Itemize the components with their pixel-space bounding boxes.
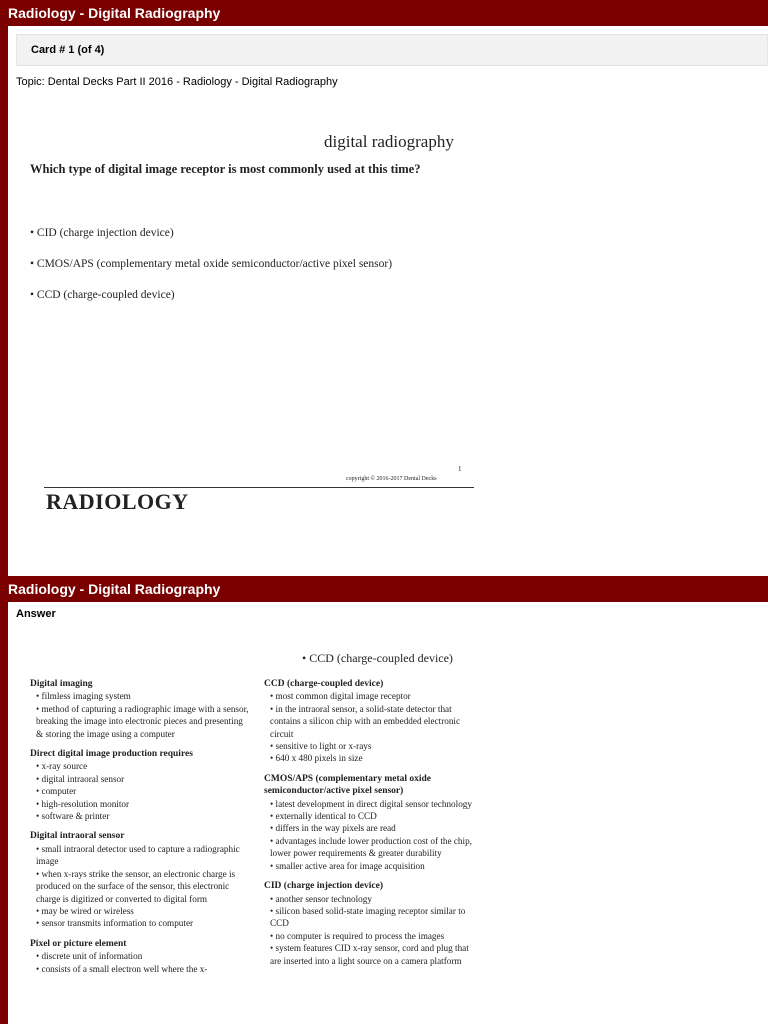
- bullet-item: • 640 x 480 pixels in size: [270, 753, 363, 764]
- bullet-list: [30, 843, 252, 930]
- section-heading: CID (charge injection device): [264, 881, 383, 892]
- bullet-list: [30, 690, 252, 740]
- divider: [44, 487, 474, 488]
- bullet-item: • software & printer: [36, 811, 110, 822]
- answer-main: • CCD (charge-coupled device): [302, 651, 453, 665]
- panel-title: Radiology - Digital Radiography: [8, 581, 221, 597]
- bullet-item: • differs in the way pixels are read: [270, 823, 396, 834]
- bullet-item: • discrete unit of information: [36, 951, 143, 962]
- footer-title: RADIOLOGY: [46, 489, 189, 514]
- bullet-item: • advantages include lower production cost of the chip, lower power requirements & greater durability: [270, 835, 472, 859]
- section-heading: CMOS/APS (complementary metal oxide semiconductor/active pixel sensor): [264, 773, 432, 797]
- bullet-item: • filmless imaging system: [36, 691, 131, 702]
- bullet-item: • latest development in direct digital sensor technology: [270, 798, 472, 809]
- answer-left-column: [30, 678, 252, 983]
- section-heading: CCD (charge-coupled device): [264, 679, 384, 689]
- bullet-item: • silicon based solid-state imaging receptor similar to CCD: [270, 905, 466, 929]
- bullet-item: • x-ray source: [36, 761, 88, 772]
- option-item: • CCD (charge-coupled device): [30, 289, 175, 301]
- bullet-item: • externally identical to CCD: [270, 811, 377, 822]
- section-heading: Direct digital image production requires: [30, 749, 193, 760]
- bullet-item: • most common digital image receptor: [270, 691, 411, 702]
- bullet-item: • in the intraoral sensor, a solid-state detector that contains a silicon chip with an embedded electronic circuit: [270, 703, 461, 739]
- section-heading: Pixel or picture element: [30, 938, 127, 949]
- panel-title: Radiology - Digital Radiography: [8, 5, 221, 21]
- copyright-text: copyright © 2016-2017 Dental Decks: [346, 476, 437, 482]
- bullet-item: • another sensor technology: [270, 893, 372, 904]
- card-counter: Card # 1 (of 4): [16, 34, 768, 66]
- bullet-item: • small intraoral detector used to capture a radiographic image: [36, 843, 240, 867]
- bullet-list: [264, 798, 480, 872]
- bullet-item: • no computer is required to process the images: [270, 930, 445, 941]
- answer-label: Answer: [16, 608, 56, 620]
- answer-panel: [0, 576, 768, 1024]
- bullet-list: [264, 893, 480, 967]
- bullet-item: • system features CID x-ray sensor, cord and plug that are inserted into a light source on a camera platform: [270, 943, 469, 966]
- bullet-item: • sensitive to light or x-rays: [270, 741, 372, 752]
- question-text: Which type of digital image receptor is most commonly used at this time?: [30, 162, 421, 176]
- bullet-list: [264, 690, 480, 764]
- bullet-item: • smaller active area for image acquisition: [270, 860, 425, 871]
- bullet-item: • method of capturing a radiographic image with a sensor, breaking the image into electronic pieces and presenting & storing the image using a computer: [36, 703, 249, 739]
- bullet-list: [30, 950, 252, 975]
- section-heading: Digital imaging: [30, 679, 93, 689]
- bullet-item: • may be wired or wireless: [36, 905, 134, 916]
- topic-line: Topic: Dental Decks Part II 2016 - Radiology - Digital Radiography: [16, 76, 338, 88]
- answer-right-column: [264, 678, 480, 975]
- bullet-item: • digital intraoral sensor: [36, 773, 125, 784]
- slide-title: digital radiography: [324, 132, 454, 151]
- bullet-list: [30, 760, 252, 822]
- bullet-item: • when x-rays strike the sensor, an electronic charge is produced on the surface of the sensor, this electronic charge is digitized or converted to digital form: [36, 868, 236, 904]
- bullet-item: • sensor transmits information to computer: [36, 918, 194, 929]
- bullet-item: • consists of a small electron well where the x-: [36, 963, 208, 974]
- section-heading: Digital intraoral sensor: [30, 831, 125, 842]
- bullet-item: • high-resolution monitor: [36, 798, 130, 809]
- option-item: • CID (charge injection device): [30, 227, 174, 239]
- option-item: • CMOS/APS (complementary metal oxide semiconductor/active pixel sensor): [30, 258, 393, 270]
- bullet-item: • computer: [36, 786, 77, 797]
- page-number: 1: [458, 465, 462, 473]
